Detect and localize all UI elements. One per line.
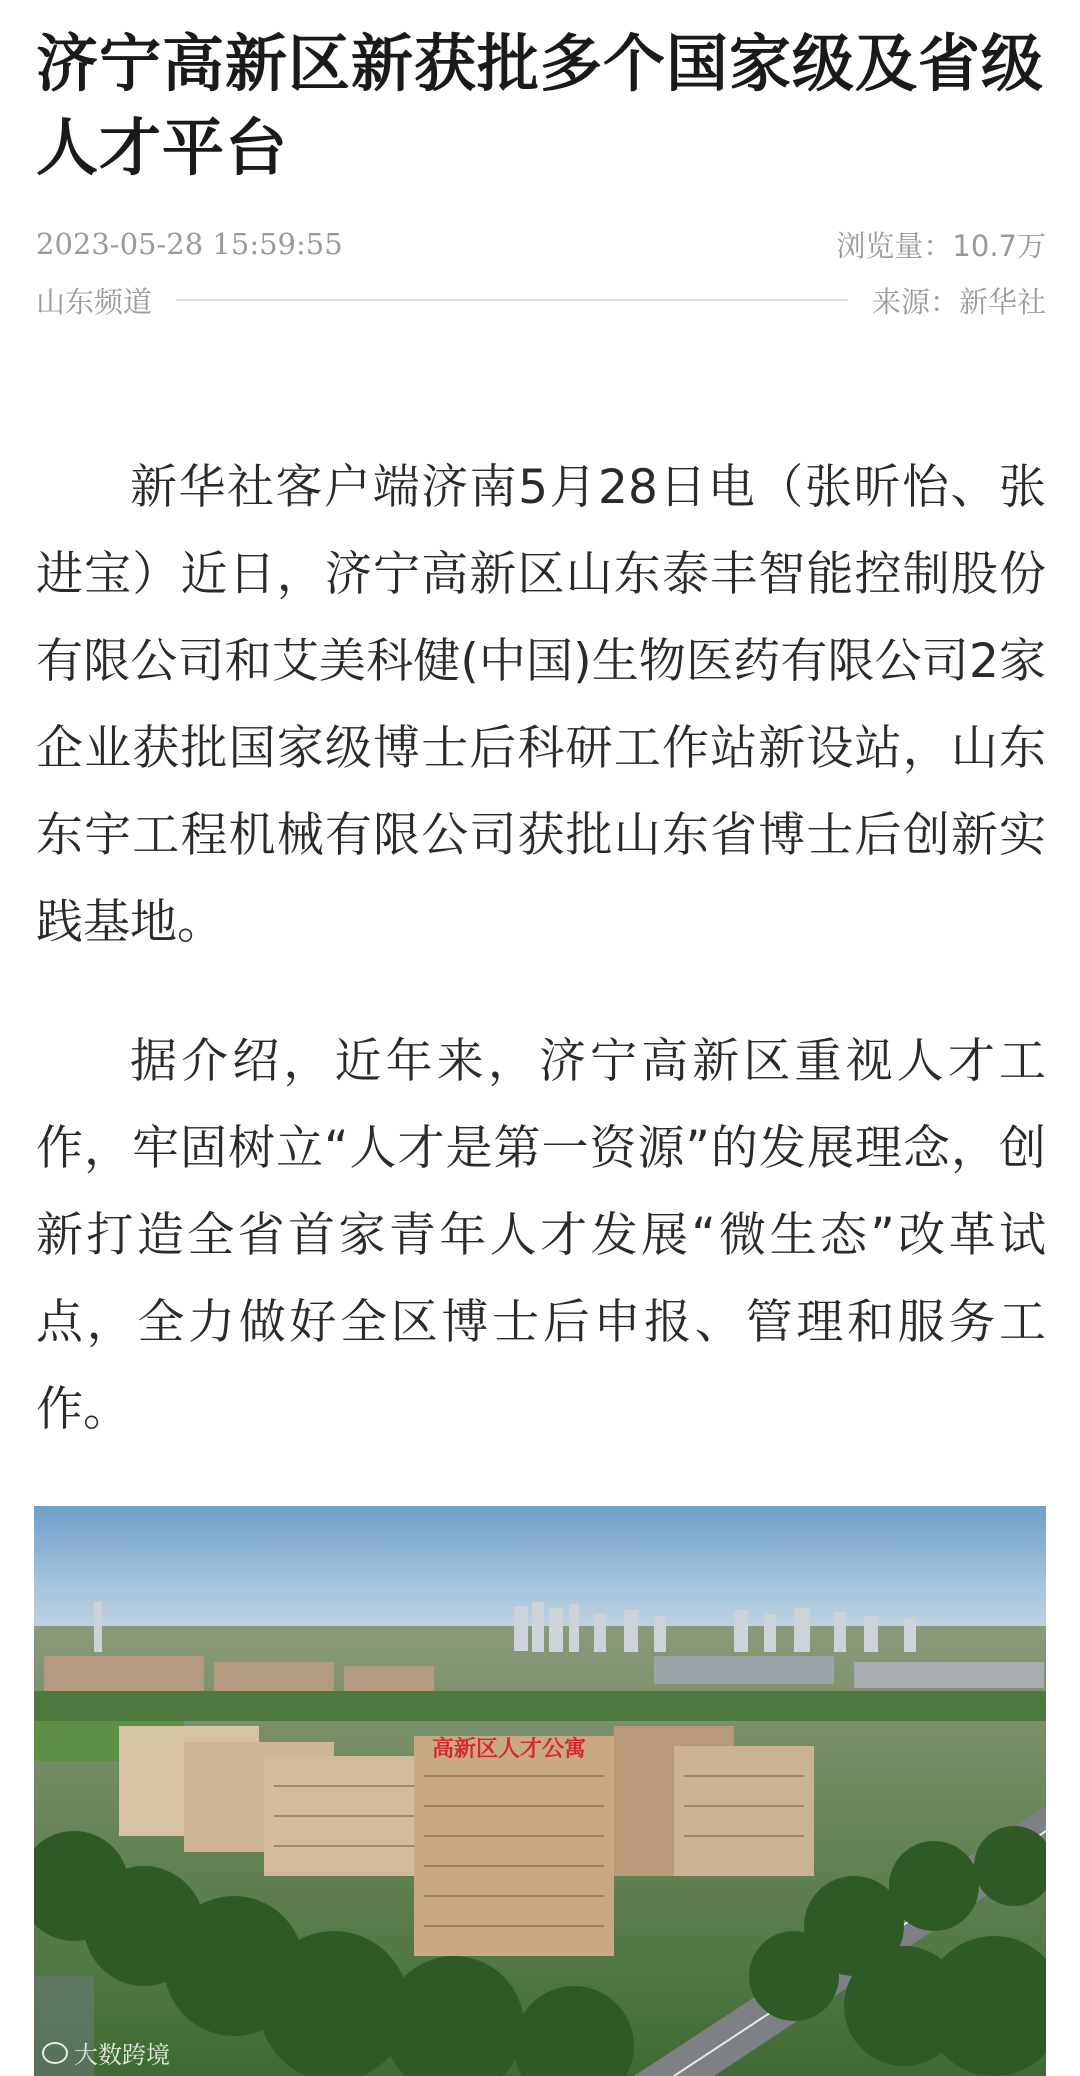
- article-title: 济宁高新区新获批多个国家级及省级人才平台: [36, 27, 1045, 184]
- source-label: 来源：新华社: [871, 284, 1046, 319]
- meta-row-channel-source: [36, 278, 1046, 322]
- meta-row-time-views: [36, 222, 1046, 266]
- watermark-text: 大数跨境: [74, 2041, 170, 2069]
- watermark: [42, 2035, 170, 2070]
- building-sign: 高新区人才公寓: [431, 1737, 587, 1762]
- article-paragraph-1: 新华社客户端济南5月28日电（张昕怡、张进宝）近日，济宁高新区山东泰丰智能控制股份有限公司和艾美科健(中国)生物医药有限公司2家企业获批国家级博士后科研工作站新设站，山东东宇工程机械有限公司获批山东省博士后创新实践基地。: [36, 460, 1046, 950]
- view-count: 浏览量：10.7万: [836, 228, 1046, 263]
- channel-link[interactable]: 山东频道: [36, 284, 153, 319]
- aerial-photo-illustration: [34, 1506, 1046, 2076]
- meta-divider: [176, 299, 848, 301]
- publish-time: 2023-05-28 15:59:55: [36, 227, 343, 261]
- watermark-logo-icon: [42, 2042, 68, 2064]
- article-paragraph-2: 据介绍，近年来，济宁高新区重视人才工作，牢固树立“人才是第一资源”的发展理念，创新打造全省首家青年人才发展“微生态”改革试点，全力做好全区博士后申报、管理和服务工作。: [36, 1034, 1046, 1437]
- article-photo[interactable]: [34, 1506, 1046, 2076]
